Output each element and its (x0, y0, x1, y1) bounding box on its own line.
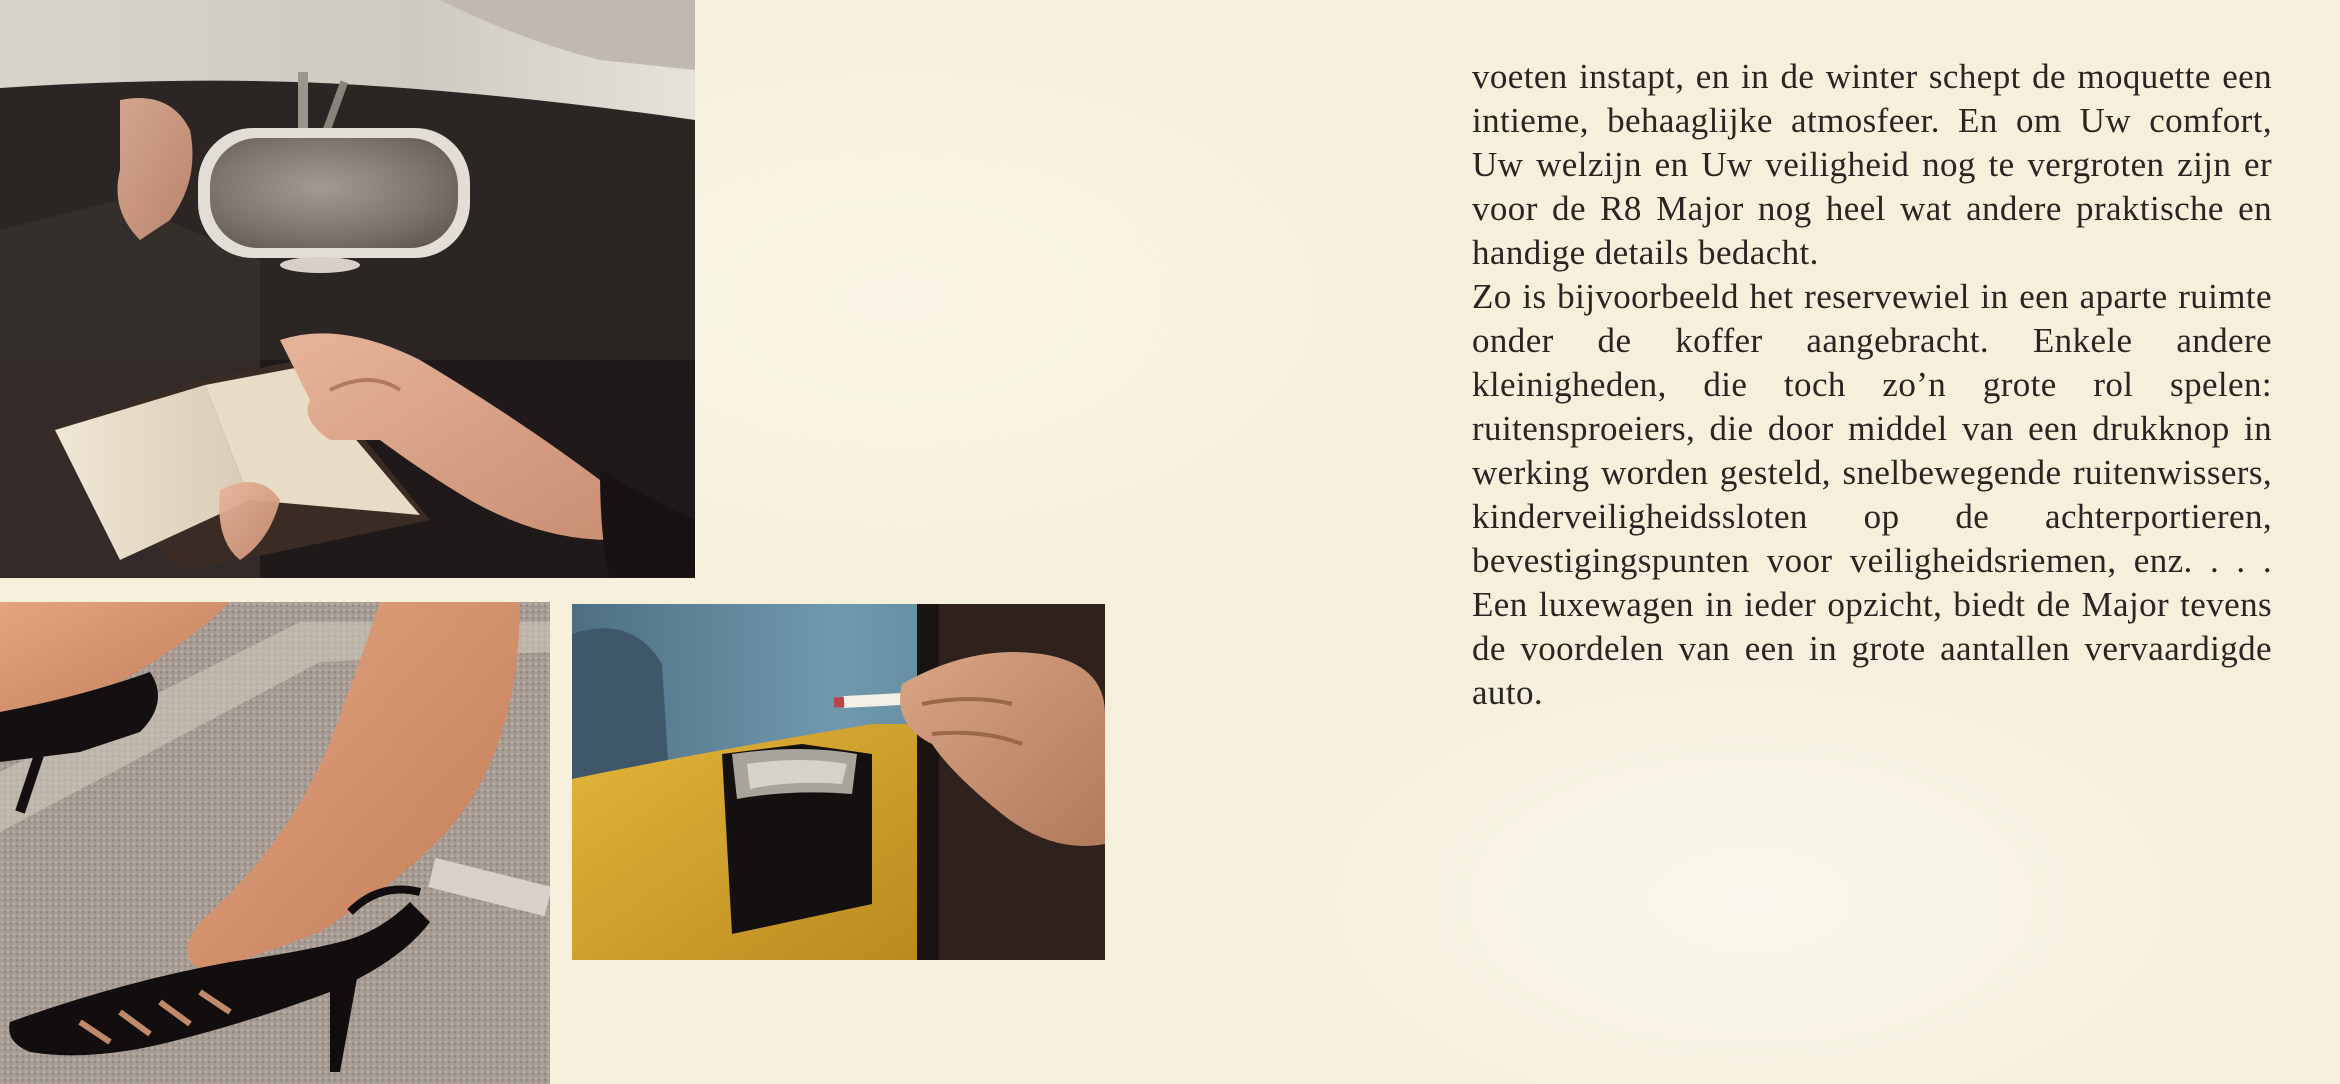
rear-view-mirror-hands-book-photo (0, 0, 695, 578)
body-paragraph-2: Zo is bijvoorbeeld het reservewiel in een aparte ruimte onder de koffer aangebracht. Enkele andere kleinigheden, die toch zo’n grote rol spelen: ruitensproeiers, die door middel van een drukknop in werking worden gesteld, snelbewegende ruitenwissers, kinderveiligheidssloten op de achterportieren, bevestigingspunten voor veiligheidsriemen, enz. . . . Een luxewagen in ieder opzicht, biedt de Major tevens de voordelen van een in grote aantallen vervaardigde auto. (1472, 277, 2272, 712)
high-heel-shoe-carpet-photo (0, 602, 550, 1084)
mirror-photo-drawing (0, 0, 695, 578)
body-paragraph-1: voeten instapt, en in de winter schept de moquette een intieme, behaaglijke atmosfeer. En om Uw comfort, Uw welzijn en Uw veiligheid nog te vergroten zijn er voor de R8 Major nog heel wat andere praktische en handige details bedacht. (1472, 57, 2272, 272)
ashtray-photo-drawing (572, 604, 1105, 960)
shoe-photo-drawing (0, 602, 550, 1084)
ashtray-hand-cigarette-photo (572, 604, 1105, 960)
body-text-column (1472, 55, 2272, 715)
